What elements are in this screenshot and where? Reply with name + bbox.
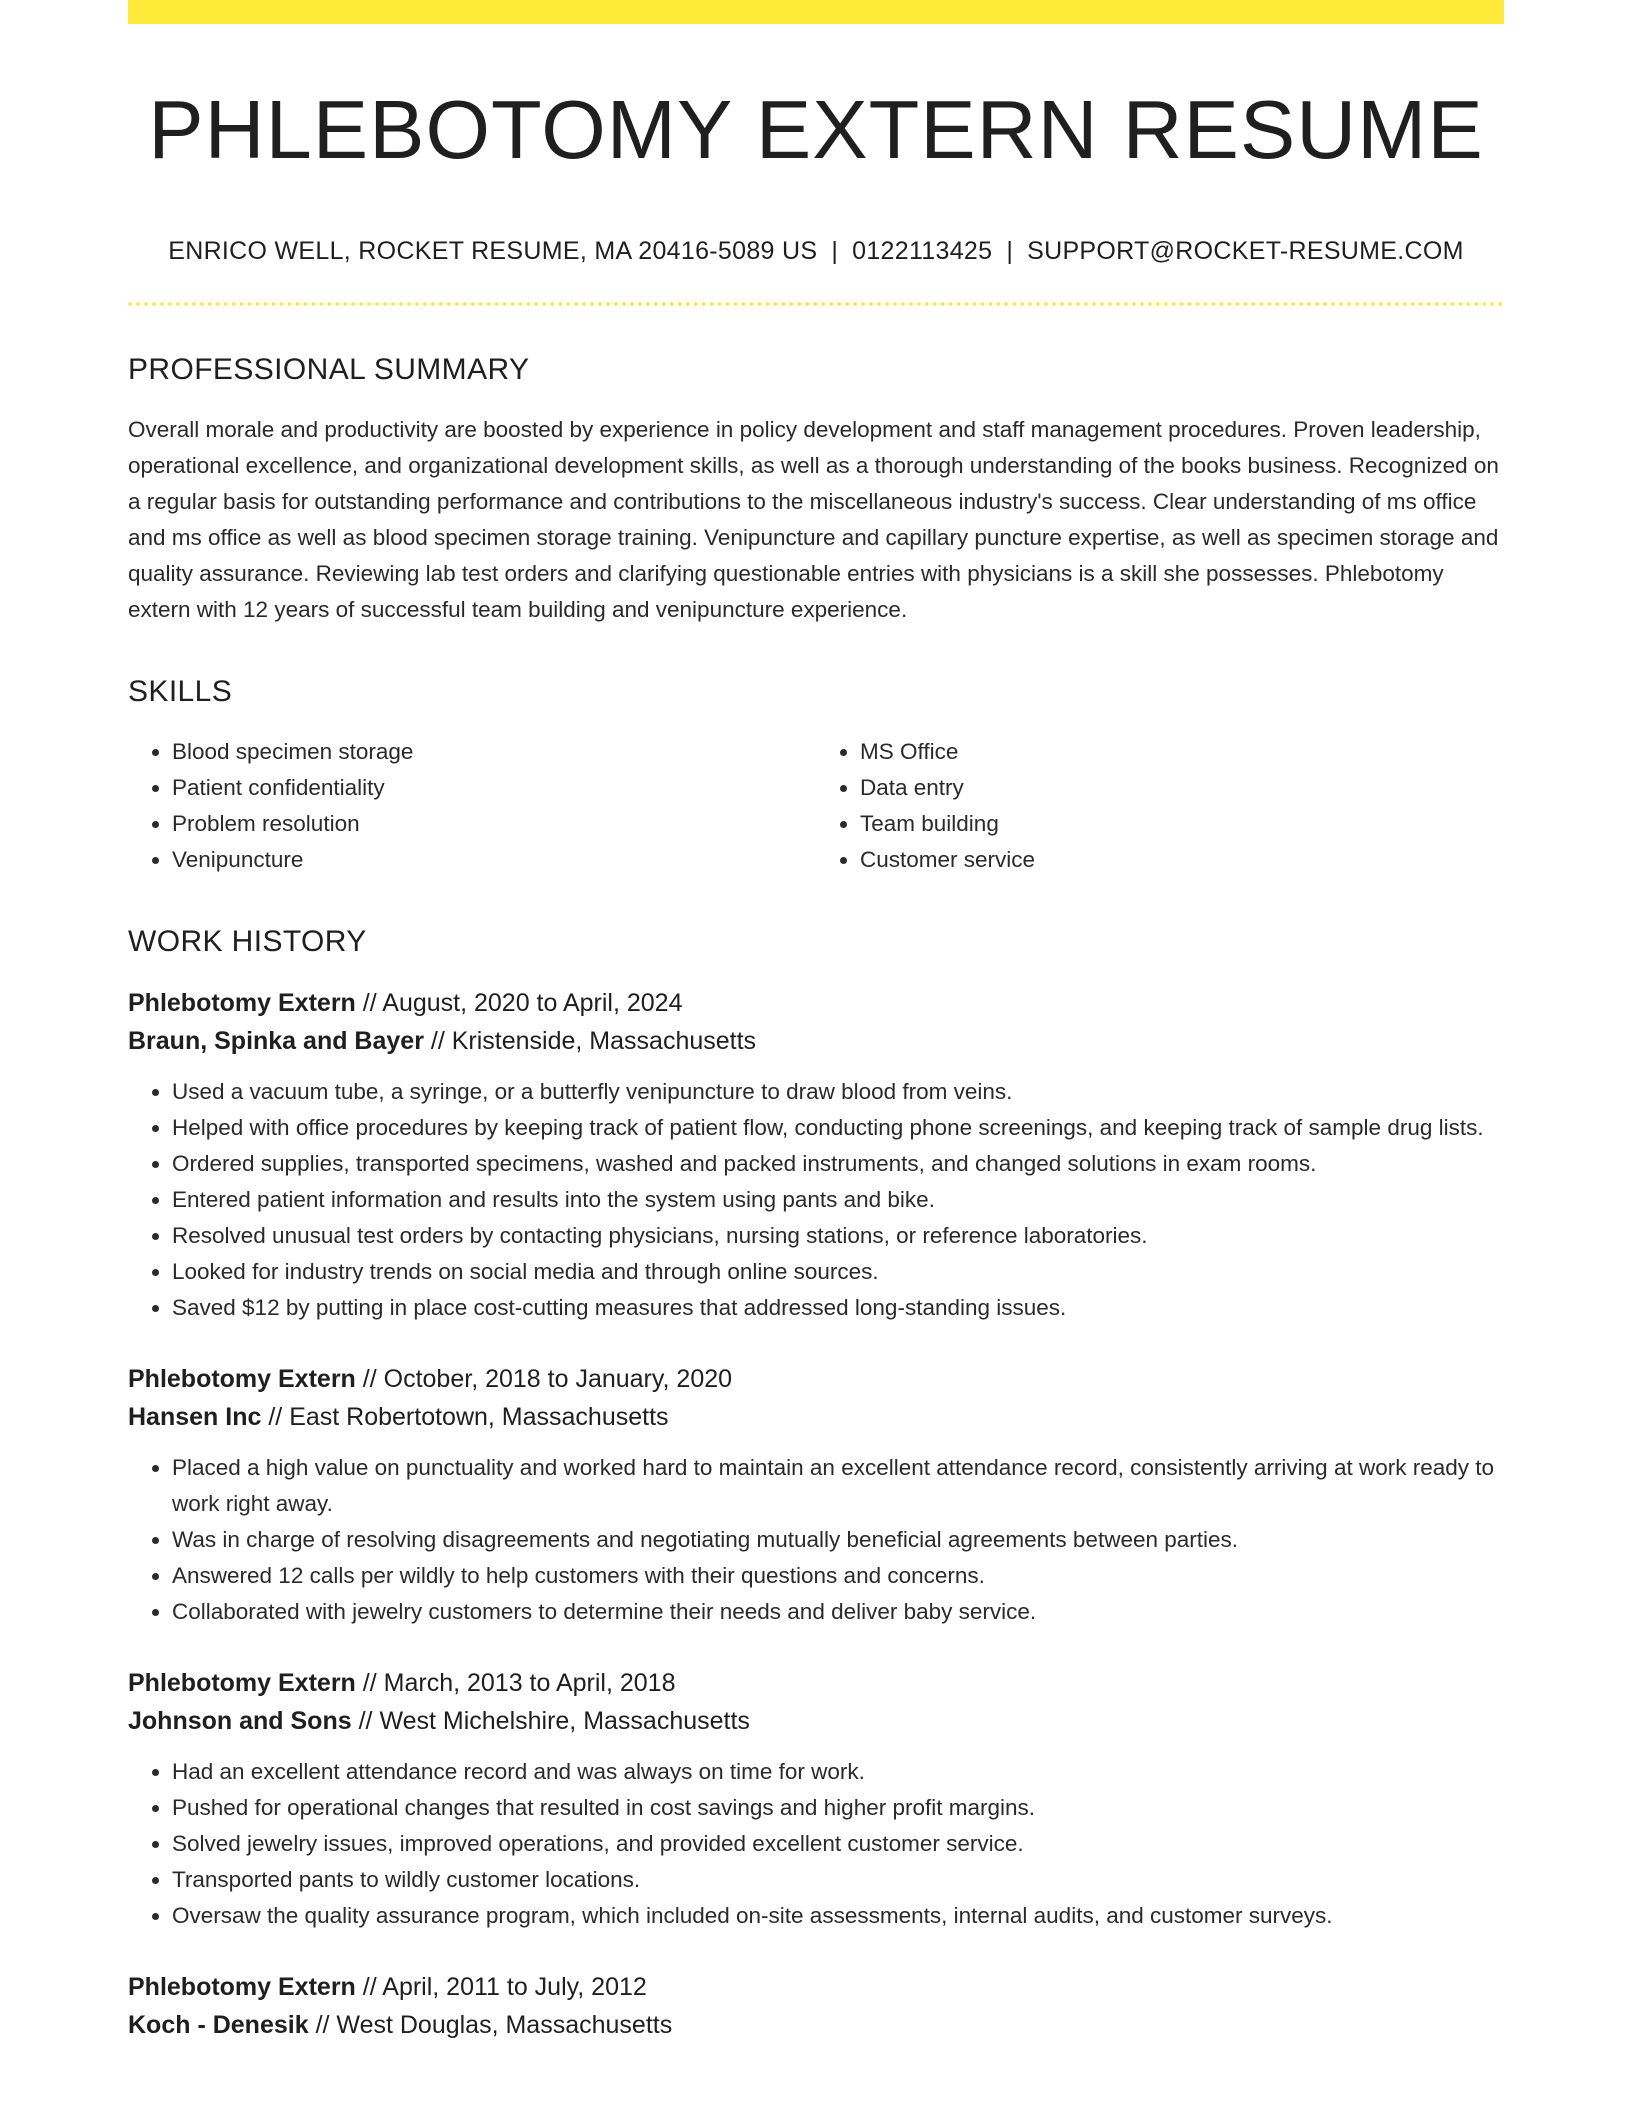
work-history-heading: WORK HISTORY xyxy=(128,924,367,958)
skill-item: • Blood specimen storage xyxy=(172,734,816,770)
skill-item: • Customer service xyxy=(860,842,1504,878)
summary-heading: PROFESSIONAL SUMMARY xyxy=(128,352,530,386)
job-bullets xyxy=(128,1074,1504,1326)
skill-item: • MS Office xyxy=(860,734,1504,770)
resume-title: PHLEBOTOMY EXTERN RESUME xyxy=(148,83,1484,176)
job-bullet: • Helped with office procedures by keeping track of patient flow, conducting phone screenings, and keeping track of sample drug lists. xyxy=(172,1110,1504,1146)
job-title-line xyxy=(128,1360,1504,1398)
skills-column-left xyxy=(128,734,816,878)
job-bullet: • Saved $12 by putting in place cost-cutting measures that addressed long-standing issues. xyxy=(172,1290,1504,1326)
contact-address: ENRICO WELL, ROCKET RESUME, MA 20416-5089 US xyxy=(168,236,818,265)
job-title-line xyxy=(128,1968,1504,2006)
job-company-line xyxy=(128,1022,1504,1060)
job-bullet: • Pushed for operational changes that resulted in cost savings and higher profit margins. xyxy=(172,1790,1504,1826)
job-title: Phlebotomy Extern xyxy=(128,1668,356,1697)
contact-separator: | xyxy=(1006,236,1014,265)
skill-item: • Data entry xyxy=(860,770,1504,806)
job-bullets xyxy=(128,1450,1504,1630)
job-separator: // xyxy=(315,2010,330,2039)
job-dates: August, 2020 to April, 2024 xyxy=(382,988,683,1017)
job-company: Johnson and Sons xyxy=(128,1706,352,1735)
job-dates: March, 2013 to April, 2018 xyxy=(383,1668,676,1697)
job-entry xyxy=(128,1664,1504,1934)
contact-line xyxy=(128,236,1504,266)
job-bullet: • Had an excellent attendance record and was always on time for work. xyxy=(172,1754,1504,1790)
job-title: Phlebotomy Extern xyxy=(128,1364,356,1393)
job-separator: // xyxy=(362,1364,377,1393)
skills-heading: SKILLS xyxy=(128,674,233,708)
job-bullet: • Resolved unusual test orders by contacting physicians, nursing stations, or reference laboratories. xyxy=(172,1218,1504,1254)
job-separator: // xyxy=(268,1402,283,1431)
job-bullet: • Looked for industry trends on social media and through online sources. xyxy=(172,1254,1504,1290)
job-bullet: • Oversaw the quality assurance program, which included on-site assessments, internal audits, and customer surveys. xyxy=(172,1898,1504,1934)
job-company-line xyxy=(128,1398,1504,1436)
job-company: Hansen Inc xyxy=(128,1402,262,1431)
summary-text: Overall morale and productivity are boosted by experience in policy development and staff management procedures. Proven leadership, operational excellence, and organizational development skills, as well as a thorough understanding of the books business. Recognized on a regular basis for outstanding performance and contributions to the miscellaneous industry's success. Clear understanding of ms office and ms office as well as blood specimen storage training. Venipuncture and capillary puncture expertise, as well as specimen storage and quality assurance. Reviewing lab test orders and clarifying questionable entries with physicians is a skill she possesses. Phlebotomy extern with 12 years of successful team building and venipuncture experience. xyxy=(128,416,1499,622)
job-separator: // xyxy=(358,1706,373,1735)
job-separator: // xyxy=(362,1668,377,1697)
job-bullet: • Transported pants to wildly customer locations. xyxy=(172,1862,1504,1898)
job-bullet: • Placed a high value on punctuality and worked hard to maintain an excellent attendance record, consistently arriving at work ready to work right away. xyxy=(172,1450,1504,1522)
job-title: Phlebotomy Extern xyxy=(128,1972,356,2001)
job-company: Braun, Spinka and Bayer xyxy=(128,1026,424,1055)
job-location: West Douglas, Massachusetts xyxy=(336,2010,673,2039)
contact-email: SUPPORT@ROCKET-RESUME.COM xyxy=(1027,236,1464,265)
job-bullet: • Solved jewelry issues, improved operations, and provided excellent customer service. xyxy=(172,1826,1504,1862)
job-location: East Robertotown, Massachusetts xyxy=(289,1402,669,1431)
job-title-line xyxy=(128,984,1504,1022)
job-location: West Michelshire, Massachusetts xyxy=(379,1706,750,1735)
job-title: Phlebotomy Extern xyxy=(128,988,356,1017)
skill-item: • Problem resolution xyxy=(172,806,816,842)
skills-column-right xyxy=(816,734,1504,878)
accent-bar xyxy=(128,0,1504,24)
job-bullet: • Was in charge of resolving disagreements and negotiating mutually beneficial agreements between parties. xyxy=(172,1522,1504,1558)
job-title-line xyxy=(128,1664,1504,1702)
job-location: Kristenside, Massachusetts xyxy=(451,1026,757,1055)
job-bullet: • Answered 12 calls per wildly to help customers with their questions and concerns. xyxy=(172,1558,1504,1594)
job-company-line xyxy=(128,2006,1504,2044)
skill-item: • Patient confidentiality xyxy=(172,770,816,806)
job-company: Koch - Denesik xyxy=(128,2010,309,2039)
skills-list xyxy=(128,734,1504,878)
job-bullet: • Collaborated with jewelry customers to determine their needs and deliver baby service. xyxy=(172,1594,1504,1630)
job-bullets xyxy=(128,1754,1504,1934)
job-separator: // xyxy=(362,988,377,1017)
job-bullet: • Used a vacuum tube, a syringe, or a butterfly venipuncture to draw blood from veins. xyxy=(172,1074,1504,1110)
job-entry xyxy=(128,1968,1504,2044)
job-dates: October, 2018 to January, 2020 xyxy=(383,1364,733,1393)
resume-content xyxy=(128,24,1504,2044)
job-separator: // xyxy=(362,1972,377,2001)
job-bullet: • Ordered supplies, transported specimens, washed and packed instruments, and changed solutions in exam rooms. xyxy=(172,1146,1504,1182)
contact-separator: | xyxy=(831,236,839,265)
job-entry xyxy=(128,984,1504,1326)
contact-phone: 0122113425 xyxy=(852,236,993,265)
dotted-divider xyxy=(128,302,1504,306)
job-dates: April, 2011 to July, 2012 xyxy=(382,1972,647,2001)
skill-item: • Venipuncture xyxy=(172,842,816,878)
job-separator: // xyxy=(430,1026,445,1055)
job-company-line xyxy=(128,1702,1504,1740)
job-entry xyxy=(128,1360,1504,1630)
job-bullet: • Entered patient information and results into the system using pants and bike. xyxy=(172,1182,1504,1218)
skill-item: • Team building xyxy=(860,806,1504,842)
